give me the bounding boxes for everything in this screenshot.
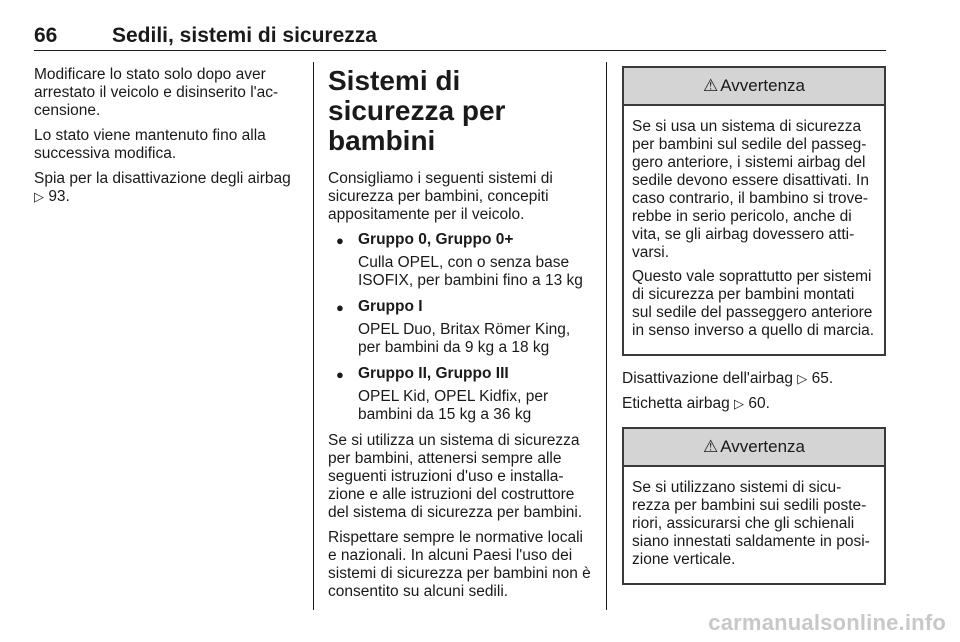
list-item bbox=[328, 231, 592, 290]
reference-airbag-deactivation bbox=[622, 370, 886, 388]
page-number: 66 bbox=[34, 24, 58, 47]
column-divider-1 bbox=[313, 62, 314, 610]
list-item bbox=[328, 365, 592, 424]
warning-paragraph: Se si usa un sistema di sicurezza per bambini sul sedile del passeg-gero anteriore, i sistemi airbag del sedile devono essere disattivati. In caso contrario, il bambino si trove-rebbe in serio pericolo, anche di vita, se gli airbag dovessero atti-varsi. bbox=[632, 118, 869, 261]
column-1 bbox=[34, 66, 302, 213]
warning-triangle-icon: ⚠ bbox=[703, 437, 719, 456]
arrow-reference-icon: ▷ bbox=[34, 189, 44, 204]
watermark: carmanualsonline.info bbox=[708, 610, 946, 635]
paragraph: Lo stato viene mantenuto fino alla successiva modifica. bbox=[34, 127, 266, 162]
reference-text: Etichetta airbag bbox=[622, 395, 730, 412]
reference-text: Disattivazione dell'airbag bbox=[622, 370, 793, 387]
group-description: OPEL Duo, Britax Römer King, per bambini da 9 kg a 18 kg bbox=[358, 321, 571, 356]
list-item bbox=[328, 298, 592, 357]
warning-header bbox=[624, 429, 884, 467]
warning-header bbox=[624, 68, 884, 106]
bullet-icon: ● bbox=[336, 367, 344, 382]
column-divider-2 bbox=[606, 62, 607, 610]
column-3 bbox=[622, 66, 886, 599]
warning-title: Avvertenza bbox=[720, 437, 805, 456]
arrow-reference-icon: ▷ bbox=[797, 371, 808, 386]
regulations-paragraph: Rispettare sempre le normative locali e nazionali. In alcuni Paesi l'uso dei sistemi di sicurezza per bambini non è consentito su alcuni sedili. bbox=[328, 529, 591, 600]
group-heading: Gruppo II, Gruppo III bbox=[358, 365, 509, 382]
bullet-icon: ● bbox=[336, 300, 344, 315]
bullet-icon: ● bbox=[336, 233, 344, 248]
paragraph-airbag-ref bbox=[34, 170, 302, 206]
column-2 bbox=[328, 66, 592, 608]
warning-title: Avvertenza bbox=[720, 76, 805, 95]
warning-paragraph: Questo vale soprattutto per sistemi di sicurezza per bambini montati sul sedile del passeggero anteriore in senso inverso a quello di marcia. bbox=[632, 268, 875, 339]
paragraph-text: Spia per la disattivazione degli airbag bbox=[34, 170, 291, 187]
group-description: Culla OPEL, con o senza base ISOFIX, per bambini fino a 13 kg bbox=[358, 254, 583, 289]
child-seat-group-list bbox=[328, 231, 592, 424]
page-reference-link[interactable]: 60. bbox=[748, 395, 770, 412]
page-reference-link[interactable]: 93. bbox=[48, 188, 70, 205]
warning-body bbox=[624, 106, 884, 354]
page-reference-link[interactable]: 65. bbox=[811, 370, 834, 387]
header-divider bbox=[34, 50, 886, 51]
paragraph: Modificare lo stato solo dopo aver arrestato il veicolo e disinserito l'ac-censione. bbox=[34, 66, 279, 119]
group-heading: Gruppo 0, Gruppo 0+ bbox=[358, 231, 514, 248]
arrow-reference-icon: ▷ bbox=[734, 396, 745, 411]
intro-paragraph: Consigliamo i seguenti sistemi di sicurezza per bambini, concepiti appositamente per il veicolo. bbox=[328, 170, 553, 223]
page-title: Sedili, sistemi di sicurezza bbox=[112, 24, 377, 47]
warning-box-2 bbox=[622, 427, 886, 585]
section-title: Sistemi di sicurezza per bambini bbox=[328, 65, 506, 156]
warning-paragraph: Se si utilizzano sistemi di sicu-rezza per bambini sui sedili poste-riori, assicurarsi che gli schienali siano innestati saldamente in posi-zione verticale. bbox=[632, 479, 870, 568]
instructions-paragraph: Se si utilizza un sistema di sicurezza per bambini, attenersi sempre alle seguenti istruzioni d'uso e installa-zione e alle istruzioni del costruttore del sistema di sicurezza per bambini. bbox=[328, 432, 583, 521]
reference-airbag-label bbox=[622, 395, 886, 413]
warning-body bbox=[624, 467, 884, 583]
warning-box-1 bbox=[622, 66, 886, 356]
group-heading: Gruppo I bbox=[358, 298, 423, 315]
warning-triangle-icon: ⚠ bbox=[703, 76, 719, 95]
group-description: OPEL Kid, OPEL Kidfix, per bambini da 15 kg a 36 kg bbox=[358, 388, 549, 423]
